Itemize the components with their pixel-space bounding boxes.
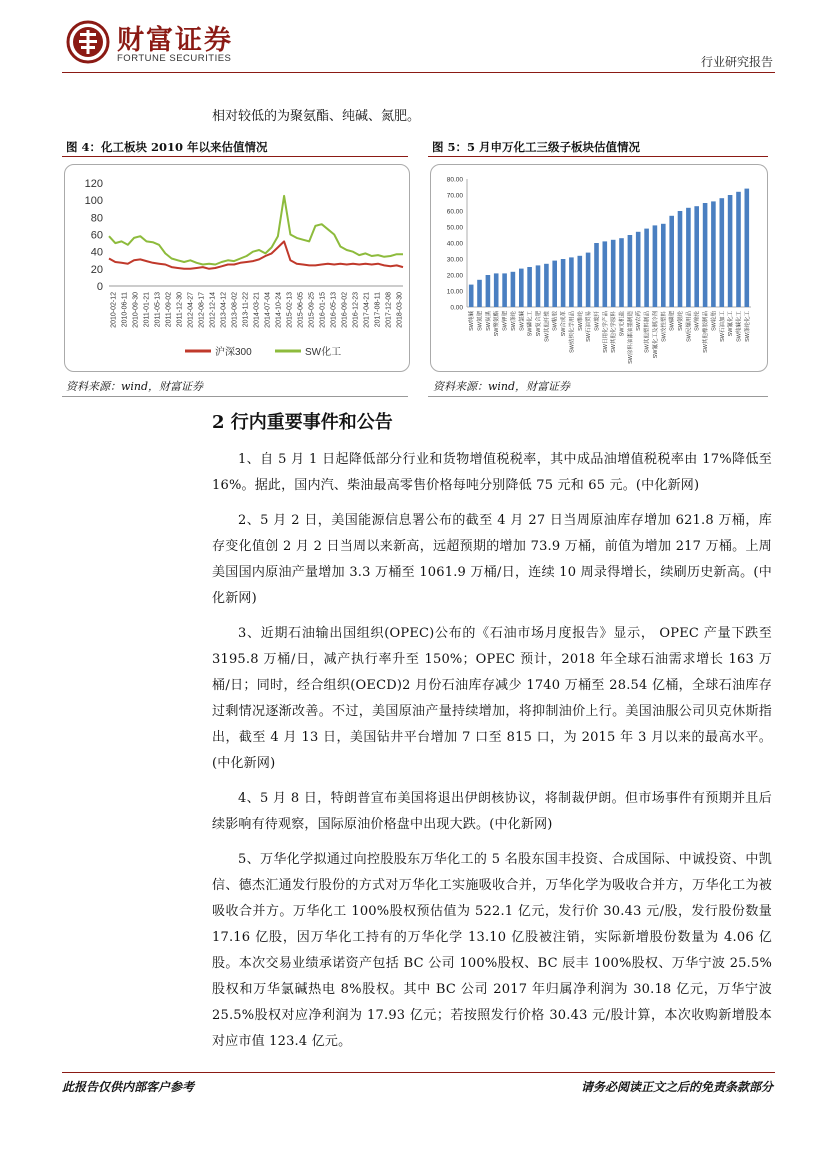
bar bbox=[678, 211, 683, 307]
bar bbox=[628, 235, 633, 307]
x-tick-label: 2014-07-04 bbox=[264, 292, 272, 328]
x-tick-label: 2011-01-21 bbox=[143, 292, 151, 328]
x-tick-label: SW维纶 bbox=[577, 311, 584, 331]
x-tick-label: SW农药 bbox=[636, 311, 643, 331]
x-tick-label: SW其他纤维 bbox=[544, 311, 551, 342]
brand-name: 财富证券 bbox=[117, 25, 233, 56]
x-tick-label: 2016-05-13 bbox=[330, 292, 338, 328]
x-tick-label: 2015-02-13 bbox=[286, 292, 294, 328]
header-divider bbox=[62, 72, 775, 73]
footer-disclaimer-left: 此报告仅供内部客户参考 bbox=[62, 1080, 195, 1094]
bar bbox=[469, 285, 474, 307]
bar bbox=[544, 264, 549, 307]
x-tick-label: SW聚氨酯 bbox=[494, 311, 501, 337]
x-tick-label: SW合成革 bbox=[561, 311, 568, 337]
paragraph: 5、万华化学拟通过向控股股东万华化工的 5 名股东国丰投资、合成国际、中诚投资、中凯信、德杰汇通发行股份的方式对万华化工实施吸收合并，万华化学为吸收合并方，万华化工为被吸收合并方。万华化工 100%股权预估值为 522.1 亿元，发行价 30.43 元/股，发行股份数量 17.16 亿股，因万华化工持有的万华化学 13.10 亿股被注销，实际新增股份数量为 4.06 亿股。本次交易业绩承诺资产包括 BC 公司 100%股权、BC 辰丰 100%股权、万华宁波 25.5%股权和万华氯碱热电 8%股权。其中 BC 公司 2017 年归属净利润为 30.18 亿元，万华宁波 25.5%股权对应净利润为 17.93 亿元；若按照发行价格 30.43 元/股计算，本次收购新增股本对应市值 123.4 亿元。 bbox=[212, 852, 772, 1049]
x-tick-label: SW涤纶 bbox=[510, 311, 517, 331]
figure5-source-rule bbox=[428, 396, 768, 397]
bar bbox=[578, 256, 583, 307]
bar bbox=[603, 241, 608, 307]
bar bbox=[686, 208, 691, 307]
x-tick-label: 2017-12-08 bbox=[385, 292, 393, 328]
bar bbox=[661, 224, 666, 307]
y-tick-label: 20 bbox=[90, 263, 103, 276]
subsector-bar-chart bbox=[431, 165, 767, 371]
bar bbox=[536, 265, 541, 307]
x-tick-label: 2017-04-21 bbox=[363, 292, 371, 328]
y-tick-label: 60 bbox=[90, 229, 103, 242]
intro-text: 相对较低的为聚氨酯、纯碱、氮肥。 bbox=[212, 109, 421, 124]
bar bbox=[511, 272, 516, 307]
y-tick-label: 20.00 bbox=[446, 272, 463, 280]
footer-divider bbox=[62, 1072, 775, 1073]
x-tick-label: SW无机盐 bbox=[619, 311, 626, 337]
bar bbox=[502, 273, 507, 307]
bar bbox=[619, 238, 624, 307]
bar bbox=[694, 206, 699, 307]
valuation-line-chart bbox=[65, 165, 409, 371]
y-tick-label: 60.00 bbox=[446, 208, 463, 216]
paragraph: 2、5 月 2 日，美国能源信息署公布的截至 4 月 27 日当周原油库存增加 621.8 万桶，库存变化值创 2 月 2 日当周以来新高，远超预期的增加 73.9 万桶，前值为增加 217 万桶。上周美国国内原油产量增加 3.3 万桶至 1061.9 万桶/日，连续 10 周录得增长，续刷历史新高。(中化新网) bbox=[212, 513, 772, 606]
x-tick-label: SW氟化工及制冷剂 bbox=[652, 311, 659, 359]
footer-disclaimer-right: 请务必阅读正文之后的免责条款部分 bbox=[580, 1080, 773, 1094]
bar bbox=[569, 257, 574, 307]
figure5-title-rule bbox=[428, 156, 768, 157]
y-tick-label: 70.00 bbox=[446, 192, 463, 200]
x-tick-label: 2013-11-22 bbox=[242, 292, 250, 328]
x-tick-label: SW粘胶 bbox=[552, 311, 559, 331]
series-line bbox=[109, 196, 403, 265]
x-tick-label: SW石油贸易 bbox=[586, 311, 593, 342]
x-tick-label: SW磷肥 bbox=[669, 311, 676, 331]
bar bbox=[644, 229, 649, 307]
x-tick-label: SW其他橡胶制品 bbox=[703, 311, 710, 353]
y-tick-label: 0.00 bbox=[450, 304, 463, 312]
bar bbox=[494, 273, 499, 307]
bar bbox=[736, 192, 741, 307]
x-tick-label: 2010-06-11 bbox=[121, 292, 129, 328]
bar bbox=[653, 225, 658, 307]
x-tick-label: 2011-12-30 bbox=[176, 292, 184, 328]
y-tick-label: 0 bbox=[96, 281, 103, 293]
y-tick-label: 80 bbox=[90, 212, 103, 225]
figure4-chart bbox=[64, 164, 410, 372]
x-tick-label: SW氮肥 bbox=[477, 311, 484, 331]
x-tick-label: 2010-09-30 bbox=[132, 292, 140, 328]
x-tick-label: SW玻纤 bbox=[594, 311, 601, 331]
y-tick-label: 40.00 bbox=[446, 240, 463, 248]
bar bbox=[477, 280, 482, 307]
y-tick-label: 120 bbox=[84, 178, 103, 190]
x-tick-label: 2016-12-23 bbox=[352, 292, 360, 328]
bar bbox=[636, 232, 641, 307]
x-tick-label: SW炭黑 bbox=[485, 311, 492, 331]
x-tick-label: SW日用化学产品 bbox=[602, 311, 609, 353]
bar bbox=[519, 269, 524, 307]
x-tick-label: SW轮胎 bbox=[711, 311, 718, 331]
legend-label: SW化工 bbox=[305, 347, 342, 358]
x-tick-label: SW纯碱 bbox=[469, 311, 476, 331]
x-tick-label: SW涤纶化工 bbox=[744, 311, 751, 342]
x-tick-label: 2016-09-02 bbox=[341, 292, 349, 328]
x-tick-label: SW石油加工 bbox=[719, 311, 726, 342]
y-tick-label: 50.00 bbox=[446, 224, 463, 232]
figure5-source: 资料来源：wind，财富证券 bbox=[433, 380, 571, 393]
figure4-source: 资料来源：wind，财富证券 bbox=[66, 380, 204, 393]
bar bbox=[527, 267, 532, 307]
x-tick-label: 2016-01-15 bbox=[319, 292, 327, 328]
section-body bbox=[212, 447, 772, 1064]
legend-label: 沪深300 bbox=[215, 347, 252, 358]
bar bbox=[561, 259, 566, 307]
x-tick-label: SW其他塑料制品 bbox=[644, 311, 651, 353]
bar bbox=[669, 216, 674, 307]
x-tick-label: SW氟化工 bbox=[728, 311, 735, 337]
x-tick-label: 2015-06-05 bbox=[297, 292, 305, 328]
x-tick-label: SW民爆用品 bbox=[686, 311, 693, 342]
y-tick-label: 40 bbox=[90, 246, 103, 259]
x-tick-label: SW涂料油漆油墨制造 bbox=[627, 311, 634, 364]
y-tick-label: 80.00 bbox=[446, 176, 463, 184]
figure4-title: 图 4：化工板块 2010 年以来估值情况 bbox=[66, 140, 268, 154]
x-tick-label: SW磷化工 bbox=[527, 311, 534, 337]
bar bbox=[594, 243, 599, 307]
x-tick-label: 2017-08-11 bbox=[374, 292, 382, 328]
figure5-title: 图 5：5 月申万化工三级子板块估值情况 bbox=[432, 140, 641, 154]
bar bbox=[611, 240, 616, 307]
x-tick-label: 2010-02-12 bbox=[110, 292, 118, 328]
x-tick-label: 2015-09-25 bbox=[308, 292, 316, 328]
figure4-source-rule bbox=[62, 396, 408, 397]
x-tick-label: SW其他化学原料 bbox=[611, 311, 618, 353]
x-tick-label: 2012-04-27 bbox=[187, 292, 195, 328]
x-tick-label: SW改性塑料 bbox=[661, 311, 668, 342]
paragraph: 1、自 5 月 1 日起降低部分行业和货物增值税税率，其中成品油增值税税率由 17%降低至 16%。据此，国内汽、柴油最高零售价格每吨分别降低 75 元和 65 元。(中化新网) bbox=[212, 452, 772, 493]
bar bbox=[486, 275, 491, 307]
bar bbox=[552, 261, 557, 307]
x-tick-label: 2012-12-14 bbox=[209, 292, 217, 328]
figure4-title-rule bbox=[62, 156, 408, 157]
x-tick-label: SW锦纶 bbox=[694, 311, 701, 331]
x-tick-label: 2014-10-24 bbox=[275, 292, 283, 328]
y-tick-label: 30.00 bbox=[446, 256, 463, 264]
x-tick-label: 2013-08-02 bbox=[231, 292, 239, 328]
x-tick-label: 2011-05-13 bbox=[154, 292, 162, 328]
x-tick-label: SW纯碱化工 bbox=[736, 311, 743, 342]
document-type: 行业研究报告 bbox=[700, 55, 773, 69]
section-title: 2 行内重要事件和公告 bbox=[212, 412, 393, 433]
figure5-chart bbox=[430, 164, 768, 372]
bar bbox=[728, 195, 733, 307]
bar bbox=[586, 253, 591, 307]
bar bbox=[703, 203, 708, 307]
x-tick-label: SW钾肥 bbox=[502, 311, 509, 331]
paragraph: 4、5 月 8 日，特朗普宣布美国将退出伊朗核协议，将制裁伊朗。但市场事件有预期并且后续影响有待观察，国际原油价格盘中出现大跌。(中化新网) bbox=[212, 791, 772, 832]
x-tick-label: SW纺织化学用品 bbox=[569, 311, 576, 353]
x-tick-label: 2011-09-02 bbox=[165, 292, 173, 328]
x-tick-label: SW复合肥 bbox=[536, 311, 542, 337]
bar bbox=[711, 201, 716, 307]
x-tick-label: SW氯碱 bbox=[519, 311, 526, 331]
x-tick-label: 2013-04-12 bbox=[220, 292, 228, 328]
brand-name-english: FORTUNE SECURITIES bbox=[117, 53, 232, 64]
x-tick-label: 2012-08-17 bbox=[198, 292, 206, 328]
y-tick-label: 10.00 bbox=[446, 288, 463, 296]
bar bbox=[720, 198, 725, 307]
y-tick-label: 100 bbox=[84, 195, 103, 208]
x-tick-label: SW氨纶 bbox=[678, 311, 684, 331]
x-tick-label: 2018-03-30 bbox=[396, 292, 404, 328]
company-logo bbox=[66, 20, 110, 64]
paragraph: 3、近期石油输出国组织(OPEC)公布的《石油市场月度报告》显示， OPEC 产量下跌至 3195.8 万桶/日，减产执行率升至 150%；OPEC 预计，2018 年全球石油需求增长 163 万桶/日；同时，经合组织(OECD)2 月份石油库存减少 1740 万桶至 28.54 亿桶，全球石油库存过剩情况逐渐改善。不过，美国原油产量持续增加，将抑制油价上行。美国油服公司贝克休斯指出，截至 4 月 13 日，美国钻井平台增加 7 口至 815 口，为 2015 年 3 月以来的最高水平。(中化新网) bbox=[212, 626, 772, 771]
bar bbox=[745, 189, 750, 307]
x-tick-label: 2014-03-21 bbox=[253, 292, 261, 328]
